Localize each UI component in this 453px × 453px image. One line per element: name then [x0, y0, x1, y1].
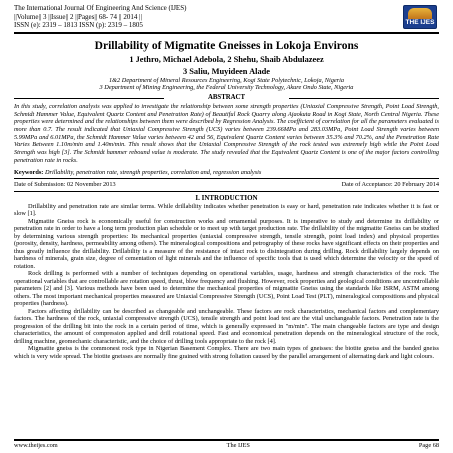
submission-date: Date of Submission: 02 November 2013 [14, 181, 116, 189]
footer-publisher: The IJES [226, 442, 250, 449]
page-footer [14, 437, 439, 450]
logo-text: THE IJES [405, 19, 435, 26]
volume-line: ||Volume|| 3 ||Issue|| 2 ||Pages|| 68- 74 || 2014 || [14, 12, 142, 21]
intro-paragraph: Migmatite gneiss is the commonest rock type in Nigerian Basement Complex. There are two main types of gneisses: the biotite gneiss and the banded gneiss which is very wide spread. The biotite gneisses are normally fine grained with strong foliation caused by the parallel arrangement of alternating dark and light colours. [14, 345, 439, 360]
footer-row [14, 442, 439, 450]
logo-emblem-icon [408, 8, 432, 19]
paper-title: Drillability of Migmatite Gneisses in Lokoja Environs [94, 39, 359, 52]
intro-paragraph: Migmatite Gneiss rock is economically useful for construction works and ornamental purposes. It is imperative to study and determine its drillability or penetration rate in order to have a long term production plan schedule or to meet up with target production rate. The drillability of the migmatite Gneiss can be studied by determining various strength properties: Its mechanical properties (uniaxial compressive strength, tensile strength, point load index) and physical properties (porosity, density, hardness, permeability among others). The mineralogical compositions and petrography of these rocks have significant effects on their properties and thus greatly influence the drillability. Drillability is a measure of the resistance of intact rock to disintegration during drilling. Rock drillability largely depends on hardness of minerals, grain size, degree of cementation of light minerals and the influence of specific tools that is used which determine the velocity or the speed of rotation. [14, 217, 439, 270]
dates-rule-top [14, 178, 439, 179]
introduction-body [14, 203, 439, 361]
journal-header [14, 4, 374, 30]
intro-paragraph: Rock drilling is performed with a number of techniques depending on operational variables, usage, hardness and strength characteristics of the rock. The operational variables that are controllable are rotation speed, thrust, blow frequency and flushing. However, rock properties and geological conditions are uncontrollable parameters [2] and [3]. Various methods have been used to determine the mechanical properties of migmatite Gneiss using the standards like ISRM, ASTM among others. The most important mechanical properties measured are Uniaxial Compressive Strength (UCS), Point Load Test (PLT), mineralogical compositions and physical properties (hardness). [14, 270, 439, 308]
keywords-label: Keywords: [14, 168, 44, 176]
authors-line-1: 1 Jethro, Michael Adebola, 2 Shehu, Shaib Abdulazeez [129, 54, 324, 64]
intro-paragraph: Factors affecting drillability can be described as changeable and unchangeable. These factors are rock characteristics, mechanical factors and complementary factors. The hardness of the rock, uniaxial compressive strength (UCS), tensile strength and point load test are the vital unchangeable factors. Penetration rate is the progression of the drilling bit into the rock in a certain period of time, which is generally expressed in "m/min". The main changeable factors are type and design characteristics, the amount of compression applied and drill rotational speed. Fast and economical penetration depends on the mineralogical structure of the rock, drilling machine, geomechanic characteristic, and the choice of drilling tools appropriate to the rock [4]. [14, 307, 439, 345]
abstract-text: In this study, correlation analysis was applied to investigate the relationship between some strength properties (Uniaxial Compressive Strength, Point Load Strength, Schmidt Hammer Value, Equivalent Quartz Content and Penetration Rate) of Beautiful Rock Quarry along Ajaokuta Road in Kogi State, North Central Nigeria. These properties were determined and the relationships between them were described by Regression Analysis. The coefficient of correlation for all the parameters evaluated is more than 0.7. The result indicated that Uniaxial Compressive Strength (UCS) varies between 239.66MPa and 283.03MPa, Point Load Strength varies between 5.99MPa and 6.01MPa, the Schmidt Hammer Value varies between 42 and 56, Equivalent Quartz Content varies between 35.3% and 70.2%, and the Penetration Rate Varies Between 1.10m/min and 1.40m/min. This result shows that the Uniaxial Compressive Strength of the rock tested was extremely high while the Point Load Strength was high [3]. The Schmidt hammer rebound value is moderate. The study revealed that the Equivalent Quartz Content is one of the major factors controlling penetration rate in rocks. [14, 102, 439, 164]
footer-page-number: Page 68 [418, 442, 439, 449]
dates-rule-bottom [14, 191, 439, 192]
keywords-list: Drillability, penetration rate, strength properties, correlation and, regression analysis [43, 168, 262, 176]
journal-logo [403, 5, 437, 29]
dates-row [14, 181, 439, 189]
journal-name: The International Journal Of Engineering And Science (IJES) [14, 4, 187, 12]
abstract-heading: ABSTRACT [14, 94, 439, 102]
acceptance-date: Date of Acceptance: 20 February 2014 [341, 181, 439, 189]
footer-url: www.theijes.com [14, 442, 58, 449]
header-rule [14, 32, 439, 34]
keywords [14, 169, 439, 177]
footer-rule [14, 439, 439, 441]
section-heading-introduction: I. INTRODUCTION [195, 194, 258, 203]
issn-line: ISSN (e): 2319 – 1813 ISSN (p): 2319 – 1805 [14, 21, 143, 30]
authors-line-2: 3 Saliu, Muyideen Alade [182, 66, 271, 76]
affiliation-1: 1&2 Department of Mineral Resources Engineering, Kogi State Polytechnic, Lokoja, Nigeria [109, 76, 344, 84]
affiliation-2: 3 Department of Mining Engineering, the Federal University Technology, Akure Ondo State, Nigeria [99, 84, 354, 92]
intro-paragraph: Drillability and penetration rate are similar terms. While drillability indicates whether penetration is easy or hard, penetration rate indicates whether it is fast or slow [1]. [14, 202, 439, 218]
